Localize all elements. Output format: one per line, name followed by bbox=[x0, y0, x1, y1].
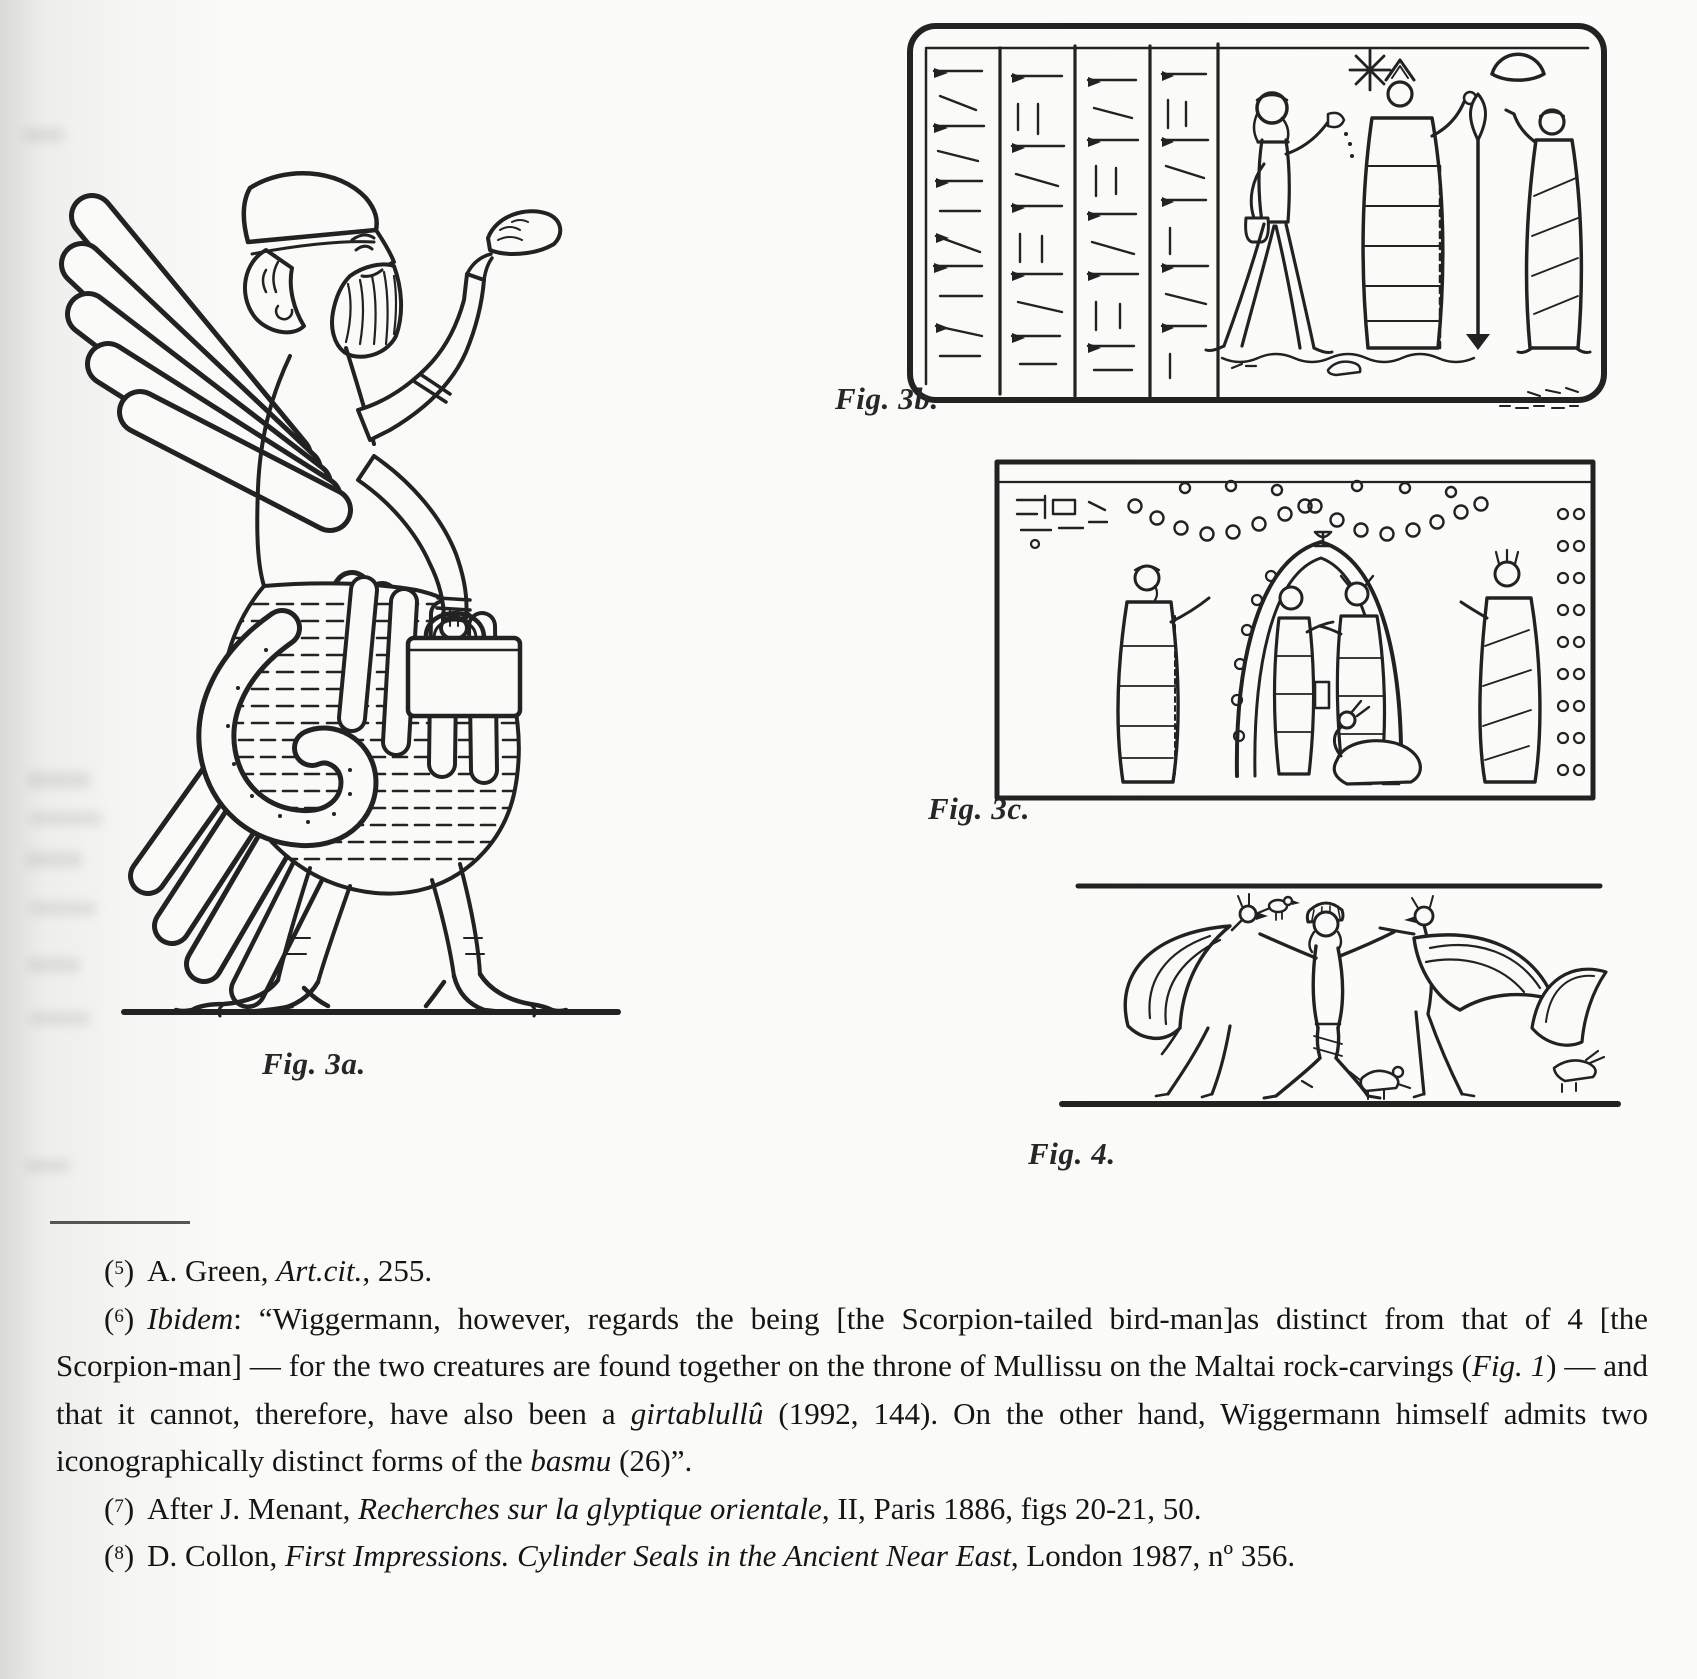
fig3c-drawing bbox=[985, 436, 1615, 828]
small-animal bbox=[1328, 362, 1360, 375]
seal-hero-figure bbox=[1206, 93, 1354, 353]
cited-work: First Impressions. Cylinder Seals in the Ancient Near East bbox=[284, 1538, 1011, 1573]
fig3c-caption: Fig. 3c. bbox=[928, 791, 1031, 826]
footnote-marker: ($^8$) bbox=[104, 1538, 135, 1573]
fig4-drawing bbox=[1062, 876, 1618, 1116]
star-symbol bbox=[1350, 50, 1390, 90]
fig4-caption: Fig. 4. bbox=[1028, 1136, 1116, 1171]
footnote-text: ) — and that it cannot, therefore, have also been a bbox=[56, 1348, 1648, 1431]
footnote-text: (1992, 144). On the other hand, Wiggermann himself admits two iconographically distinct forms of the bbox=[56, 1395, 1648, 1478]
cuneiform-columns bbox=[934, 44, 1218, 398]
held-object bbox=[488, 211, 560, 254]
footnote-text: , 255. bbox=[362, 1253, 433, 1288]
footnote-8 bbox=[56, 1532, 1648, 1580]
wing-upper-feathers bbox=[82, 216, 330, 510]
seal-spade-standard bbox=[1466, 94, 1490, 350]
footnote-separator-rule bbox=[50, 1221, 190, 1224]
central-hero bbox=[1260, 903, 1394, 1098]
seal-worshipper-figure bbox=[1506, 110, 1590, 353]
ghost-mark bbox=[26, 1160, 70, 1172]
footnote-marker: ($^5$) bbox=[104, 1253, 135, 1288]
footnote-text: , II, Paris 1886, figs 20-21, 50. bbox=[821, 1490, 1202, 1526]
standing-figure-left bbox=[1118, 566, 1209, 782]
garland-circles bbox=[1129, 481, 1488, 541]
fig3a-caption: Fig. 3a. bbox=[262, 1046, 366, 1081]
ghost-mark bbox=[24, 128, 64, 142]
fig3b-caption: Fig. 3b. bbox=[835, 381, 939, 416]
footnote-marker: ($^7$) bbox=[104, 1490, 135, 1526]
footnotes-block bbox=[56, 1247, 1648, 1580]
right-edge-circle-columns bbox=[1558, 509, 1584, 775]
seal-goddess-figure bbox=[1363, 60, 1476, 348]
fig3b-drawing bbox=[900, 16, 1615, 416]
footnote-text: (26)”. bbox=[611, 1443, 693, 1478]
footnote-7 bbox=[56, 1485, 1648, 1533]
fig3a-drawing bbox=[52, 158, 632, 1038]
genie-head bbox=[244, 173, 401, 357]
footnote-marker: ($^6$) bbox=[104, 1300, 135, 1336]
cited-work: Ibidem bbox=[147, 1300, 234, 1336]
figure-reference: Fig. 1 bbox=[1471, 1348, 1547, 1383]
left-bird-man bbox=[1125, 894, 1268, 1097]
footnote-6 bbox=[56, 1295, 1648, 1485]
standing-figure-right bbox=[1461, 550, 1540, 782]
cited-work: Art.cit. bbox=[276, 1253, 363, 1288]
footnote-text: A. Green, bbox=[147, 1253, 277, 1288]
inscription-marks bbox=[1017, 496, 1107, 548]
crescent-moon-symbol bbox=[1492, 54, 1544, 80]
footnote-text: After J. Menant, bbox=[147, 1490, 359, 1526]
footnote-text: : “Wiggermann, however, regards the being [the Scorpion-tailed bird-man]as distinct from that of 4 [the Scorpion-man] — for the two creatures are found together on the throne of Mullissu on the Maltai rock-carvings ( bbox=[56, 1300, 1648, 1383]
footnote-text: , London 1987, nº 356. bbox=[1010, 1538, 1296, 1573]
right-bird-man bbox=[1380, 896, 1554, 1097]
cited-work: Recherches sur la glyptique orientale bbox=[358, 1490, 822, 1526]
footnote-text: D. Collon, bbox=[147, 1538, 285, 1573]
footnote-5 bbox=[56, 1247, 1648, 1295]
akkadian-term: basmu bbox=[530, 1443, 612, 1478]
akkadian-term: girtablullû bbox=[630, 1395, 764, 1431]
figure-in-arch-left bbox=[1275, 587, 1334, 774]
